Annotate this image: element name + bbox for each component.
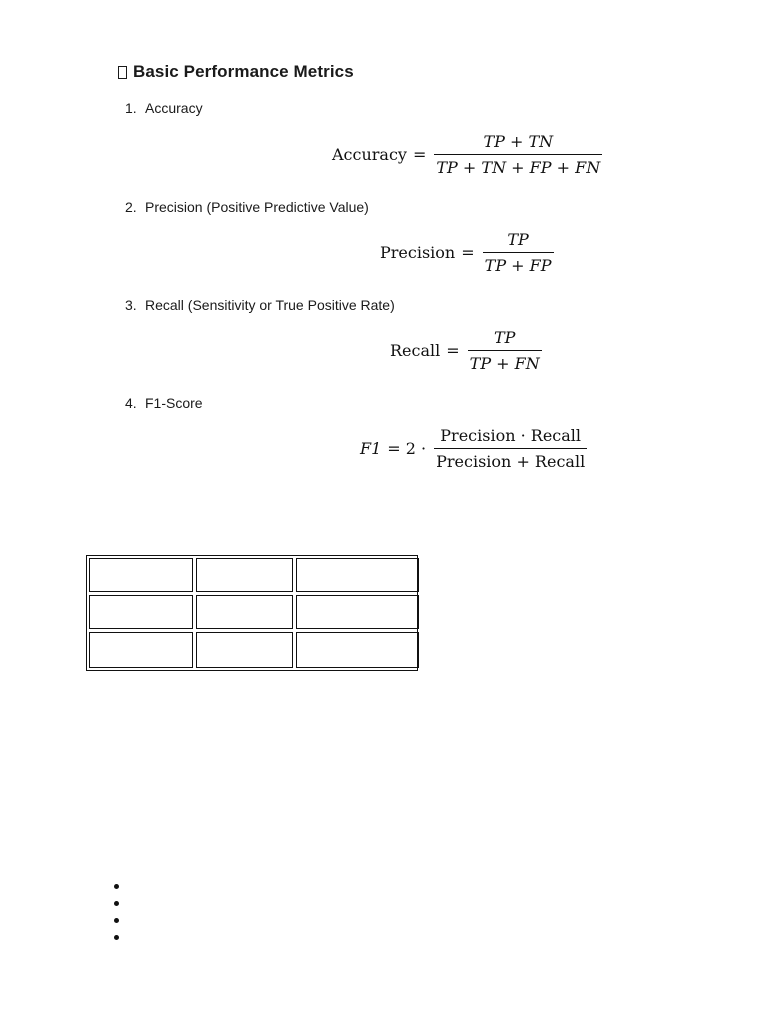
list-item-label: Precision (Positive Predictive Value)	[145, 199, 369, 215]
recall-formula	[390, 328, 542, 373]
section-heading-title: Basic Performance Metrics	[133, 62, 354, 81]
table-grid	[89, 558, 415, 668]
formula-fraction	[483, 230, 554, 275]
list-item-recall	[125, 297, 395, 313]
formula-denominator: TP + TN + FP + FN	[436, 158, 601, 177]
list-item-label: Recall (Sensitivity or True Positive Rate)	[145, 297, 395, 313]
formula-fraction	[468, 328, 542, 373]
list-item-precision	[125, 199, 369, 215]
precision-formula	[380, 230, 554, 275]
formula-lhs: Recall	[390, 341, 441, 360]
table-cell	[296, 632, 419, 668]
formula-lhs: Precision	[380, 243, 456, 262]
table-cell	[196, 632, 293, 668]
bullet-item	[114, 901, 119, 906]
bullet-item	[114, 935, 119, 940]
formula-lhs: F1	[360, 439, 382, 458]
list-item-number: 2.	[125, 199, 137, 215]
f1-formula	[360, 426, 587, 471]
empty-table	[86, 555, 418, 671]
formula-denominator: TP + FN	[469, 354, 540, 373]
table-cell	[196, 558, 293, 592]
list-item-f1-score	[125, 395, 203, 411]
bullet-item	[114, 884, 119, 889]
formula-equals: =	[412, 145, 427, 164]
list-item-label: Accuracy	[145, 100, 203, 116]
formula-lhs: Accuracy	[332, 145, 407, 164]
formula-fraction	[434, 132, 602, 177]
table-cell	[196, 595, 293, 629]
formula-numerator: TP + TN	[434, 132, 602, 155]
formula-equals: = 2 ·	[387, 439, 427, 458]
table-cell	[89, 558, 193, 592]
formula-equals: =	[461, 243, 475, 262]
formula-equals: =	[446, 341, 460, 360]
table-cell	[296, 558, 419, 592]
formula-numerator: Precision · Recall	[434, 426, 587, 449]
formula-denominator: Precision + Recall	[436, 452, 586, 471]
table-cell	[89, 632, 193, 668]
empty-bullet-list	[114, 884, 119, 952]
formula-numerator: TP	[468, 328, 542, 351]
formula-denominator: TP + FP	[484, 256, 552, 275]
bullet-item	[114, 918, 119, 923]
unknown-glyph-box-icon	[118, 66, 127, 79]
table-cell	[89, 595, 193, 629]
list-item-label: F1-Score	[145, 395, 203, 411]
list-item-accuracy	[125, 100, 203, 116]
formula-numerator: TP	[483, 230, 554, 253]
list-item-number: 4.	[125, 395, 137, 411]
formula-fraction	[434, 426, 587, 471]
list-item-number: 1.	[125, 100, 137, 116]
table-cell	[296, 595, 419, 629]
accuracy-formula	[332, 132, 602, 177]
list-item-number: 3.	[125, 297, 137, 313]
section-heading	[118, 62, 354, 82]
